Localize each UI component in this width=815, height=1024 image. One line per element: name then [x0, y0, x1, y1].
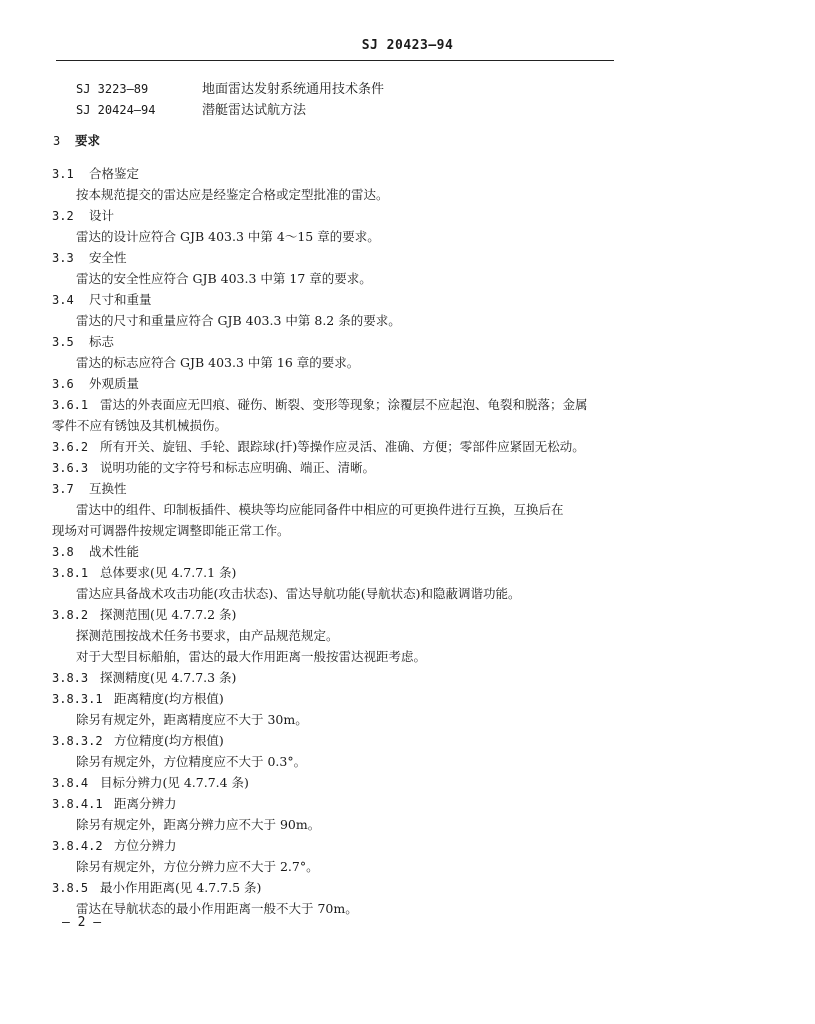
- section-heading: [53, 131, 100, 149]
- paragraph: 雷达的尺寸和重量应符合 GJB 403.3 中第 8.2 条的要求。: [76, 313, 401, 328]
- paragraph: 雷达的标志应符合 GJB 403.3 中第 16 章的要求。: [76, 355, 360, 370]
- clause: [52, 437, 585, 455]
- paragraph: 探测范围按战术任务书要求，由产品规范规定。: [76, 628, 339, 643]
- section-title: 距离分辨力: [114, 796, 177, 811]
- section-heading: [52, 374, 139, 392]
- section-number: 3.6: [52, 377, 74, 391]
- section-title: 方位分辨力: [114, 838, 177, 853]
- section-heading: [52, 542, 139, 560]
- paragraph: 雷达应具备战术攻击功能(攻击状态)、雷达导航功能(导航状态)和隐蔽调谐功能。: [76, 586, 521, 601]
- section-title: 互换性: [89, 481, 127, 496]
- section-title: 设计: [89, 208, 115, 223]
- paragraph: 雷达中的组件、印制板插件、模块等均应能同备件中相应的可更换件进行互换，互换后在: [76, 502, 564, 517]
- section-heading: [52, 479, 127, 497]
- paragraph: 除另有规定外，方位精度应不大于 0.3°。: [76, 754, 307, 769]
- section-number: 3.8.1: [52, 566, 89, 580]
- reference-row: [76, 78, 384, 97]
- section-heading: [52, 836, 177, 854]
- section-title: 距离精度(均方根值): [114, 691, 224, 706]
- section-number: 3.4: [52, 293, 74, 307]
- section-heading: [52, 878, 261, 896]
- section-heading: [52, 794, 177, 812]
- section-title: 尺寸和重量: [89, 292, 152, 307]
- section-heading: [52, 248, 127, 266]
- clause: [52, 395, 588, 413]
- paragraph: 现场对可调器件按规定调整即能正常工作。: [52, 523, 290, 538]
- section-heading: [52, 731, 224, 749]
- section-heading: [52, 332, 114, 350]
- section-heading: [52, 563, 236, 581]
- section-heading: [52, 668, 236, 686]
- section-number: 3.6.2: [52, 440, 89, 454]
- reference-code: SJ 20424—94: [76, 103, 156, 117]
- section-number: 3.6.1: [52, 398, 89, 412]
- page-header: SJ 20423—94: [361, 38, 454, 53]
- paragraph: 按本规范提交的雷达应是经鉴定合格或定型批准的雷达。: [76, 187, 389, 202]
- paragraph: 零件不应有锈蚀及其机械损伤。: [52, 418, 228, 433]
- section-heading: [52, 605, 236, 623]
- section-number: 3.8.4.1: [52, 797, 103, 811]
- section-title: 探测范围(见 4.7.7.2 条): [100, 607, 237, 622]
- section-number: 3.1: [52, 167, 74, 181]
- section-title: 方位精度(均方根值): [114, 733, 224, 748]
- section-number: 3.8.3: [52, 671, 89, 685]
- reference-title: 潜艇雷达试航方法: [202, 103, 307, 118]
- section-number: 3.7: [52, 482, 74, 496]
- section-number: 3.8.4: [52, 776, 89, 790]
- section-number: 3.3: [52, 251, 74, 265]
- reference-code: SJ 3223—89: [76, 82, 149, 96]
- section-title: 目标分辨力(见 4.7.7.4 条): [100, 775, 249, 790]
- paragraph: 雷达的设计应符合 GJB 403.3 中第 4～15 章的要求。: [76, 229, 380, 244]
- section-heading: [52, 164, 139, 182]
- reference-row: [76, 99, 306, 118]
- section-number: 3.8: [52, 545, 74, 559]
- section-heading: [52, 206, 114, 224]
- paragraph: 雷达的安全性应符合 GJB 403.3 中第 17 章的要求。: [76, 271, 372, 286]
- clause-text: 所有开关、旋钮、手轮、跟踪球(扦)等操作应灵活、准确、方便；零部件应紧固无松动。: [100, 439, 585, 454]
- section-number: 3.8.5: [52, 881, 89, 895]
- section-number: 3.8.2: [52, 608, 89, 622]
- paragraph: 雷达在导航状态的最小作用距离一般不大于 70m。: [76, 901, 358, 916]
- paragraph: 除另有规定外，距离精度应不大于 30m。: [76, 712, 308, 727]
- section-title: 最小作用距离(见 4.7.7.5 条): [100, 880, 262, 895]
- section-number: 3.8.3.1: [52, 692, 103, 706]
- section-title: 要求: [75, 133, 101, 148]
- section-title: 总体要求(见 4.7.7.1 条): [100, 565, 237, 580]
- section-number: 3: [53, 134, 61, 148]
- section-number: 3.5: [52, 335, 74, 349]
- section-number: 3.8.4.2: [52, 839, 103, 853]
- paragraph: 对于大型目标船舶，雷达的最大作用距离一般按雷达视距考虑。: [76, 649, 427, 664]
- reference-title: 地面雷达发射系统通用技术条件: [202, 82, 385, 97]
- page-number: — 2 —: [62, 915, 102, 930]
- section-title: 合格鉴定: [89, 166, 140, 181]
- section-title: 外观质量: [89, 376, 140, 391]
- section-heading: [52, 773, 249, 791]
- clause-text: 雷达的外表面应无凹痕、碰伤、断裂、变形等现象；涂覆层不应起泡、龟裂和脱落；金属: [100, 397, 588, 412]
- paragraph: 除另有规定外，距离分辨力应不大于 90m。: [76, 817, 321, 832]
- section-title: 安全性: [89, 250, 127, 265]
- section-number: 3.6.3: [52, 461, 89, 475]
- paragraph: 除另有规定外，方位分辨力应不大于 2.7°。: [76, 859, 319, 874]
- section-number: 3.8.3.2: [52, 734, 103, 748]
- section-title: 标志: [89, 334, 115, 349]
- section-heading: [52, 290, 152, 308]
- clause-text: 说明功能的文字符号和标志应明确、端正、清晰。: [100, 460, 376, 475]
- section-number: 3.2: [52, 209, 74, 223]
- clause: [52, 458, 375, 476]
- header-rule: [56, 60, 614, 61]
- section-heading: [52, 689, 224, 707]
- section-title: 战术性能: [89, 544, 140, 559]
- section-title: 探测精度(见 4.7.7.3 条): [100, 670, 237, 685]
